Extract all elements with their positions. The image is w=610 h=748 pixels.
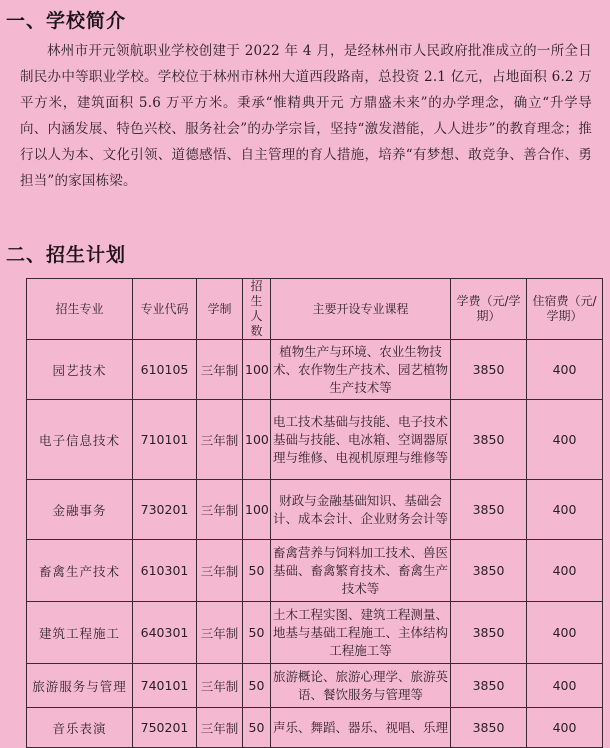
- enrollment-plan-table: [26, 278, 603, 748]
- header-lodging: 住宿费（元/学期）: [527, 279, 603, 340]
- row-duration: 三年制: [197, 540, 243, 602]
- row-major: 音乐表演: [27, 708, 133, 748]
- table-header-row: [27, 279, 603, 340]
- row-lodging: 400: [527, 400, 603, 480]
- row-major: 旅游服务与管理: [27, 664, 133, 708]
- row-lodging: 400: [527, 602, 603, 664]
- header-tuition: 学费（元/学期）: [451, 279, 527, 340]
- row-code: 610105: [133, 340, 197, 400]
- row-lodging: 400: [527, 664, 603, 708]
- row-code: 710101: [133, 400, 197, 480]
- row-quota: 100: [243, 340, 271, 400]
- row-lodging: 400: [527, 708, 603, 748]
- row-courses: 电工技术基础与技能、电子技术基础与技能、电冰箱、空调器原理与维修、电视机原理与维修等: [271, 400, 451, 480]
- row-tuition: 3850: [451, 664, 527, 708]
- row-major: 建筑工程施工: [27, 602, 133, 664]
- school-intro-paragraph: 林州市开元领航职业学校创建于 2022 年 4 月，是经林州市人民政府批准成立的一所全日制民办中等职业学校。学校位于林州市林州大道西段路南，总投资 2.1 亿元，占地面积 6.2 万平方米，建筑面积 5.6 万平方米。秉承“惟精典开元 方鼎盛未来”的办学理念，确立“升学导向、内涵发展、特色兴校、服务社会”的办学宗旨，坚持“激发潜能，人人进步”的教育理念；推行以人为本、文化引领、道德感悟、自主管理的育人措施，培养“有梦想、敢竞争、善合作、勇担当”的家国栋梁。: [20, 43, 593, 189]
- row-quota: 50: [243, 664, 271, 708]
- row-code: 730201: [133, 480, 197, 540]
- row-courses: 畜禽营养与饲料加工技术、兽医基础、畜禽繁育技术、畜禽生产技术等: [271, 540, 451, 602]
- table-row: [27, 540, 603, 602]
- header-code: 专业代码: [133, 279, 197, 340]
- table-row: [27, 400, 603, 480]
- row-code: 640301: [133, 602, 197, 664]
- row-courses: 财政与金融基础知识、基础会计、成本会计、企业财务会计等: [271, 480, 451, 540]
- row-tuition: 3850: [451, 540, 527, 602]
- row-duration: 三年制: [197, 480, 243, 540]
- row-tuition: 3850: [451, 708, 527, 748]
- row-tuition: 3850: [451, 602, 527, 664]
- header-duration: 学制: [197, 279, 243, 340]
- row-major: 金融事务: [27, 480, 133, 540]
- header-courses: 主要开设专业课程: [271, 279, 451, 340]
- row-major: 园艺技术: [27, 340, 133, 400]
- table-row: [27, 664, 603, 708]
- row-courses: 植物生产与环境、农业生物技术、农作物生产技术、园艺植物生产技术等: [271, 340, 451, 400]
- table-row: [27, 340, 603, 400]
- row-courses: 旅游概论、旅游心理学、旅游英语、餐饮服务与管理等: [271, 664, 451, 708]
- table-row: [27, 602, 603, 664]
- row-lodging: 400: [527, 540, 603, 602]
- row-lodging: 400: [527, 480, 603, 540]
- row-code: 750201: [133, 708, 197, 748]
- row-tuition: 3850: [451, 480, 527, 540]
- row-code: 740101: [133, 664, 197, 708]
- row-duration: 三年制: [197, 708, 243, 748]
- header-quota: 招生人数: [243, 279, 271, 340]
- row-lodging: 400: [527, 340, 603, 400]
- table-row: [27, 708, 603, 748]
- row-duration: 三年制: [197, 602, 243, 664]
- row-quota: 100: [243, 480, 271, 540]
- section-2-title: 二、招生计划: [6, 244, 127, 266]
- table-row: [27, 480, 603, 540]
- row-quota: 50: [243, 708, 271, 748]
- row-duration: 三年制: [197, 664, 243, 708]
- row-duration: 三年制: [197, 340, 243, 400]
- row-quota: 100: [243, 400, 271, 480]
- section-1-title: 一、学校简介: [6, 10, 127, 32]
- row-major: 电子信息技术: [27, 400, 133, 480]
- row-duration: 三年制: [197, 400, 243, 480]
- row-courses: 土木工程实图、建筑工程测量、地基与基础工程施工、主体结构工程施工等: [271, 602, 451, 664]
- row-major: 畜禽生产技术: [27, 540, 133, 602]
- row-courses: 声乐、舞蹈、器乐、视唱、乐理: [271, 708, 451, 748]
- row-code: 610301: [133, 540, 197, 602]
- header-major: 招生专业: [27, 279, 133, 340]
- row-quota: 50: [243, 602, 271, 664]
- row-quota: 50: [243, 540, 271, 602]
- row-tuition: 3850: [451, 400, 527, 480]
- row-tuition: 3850: [451, 340, 527, 400]
